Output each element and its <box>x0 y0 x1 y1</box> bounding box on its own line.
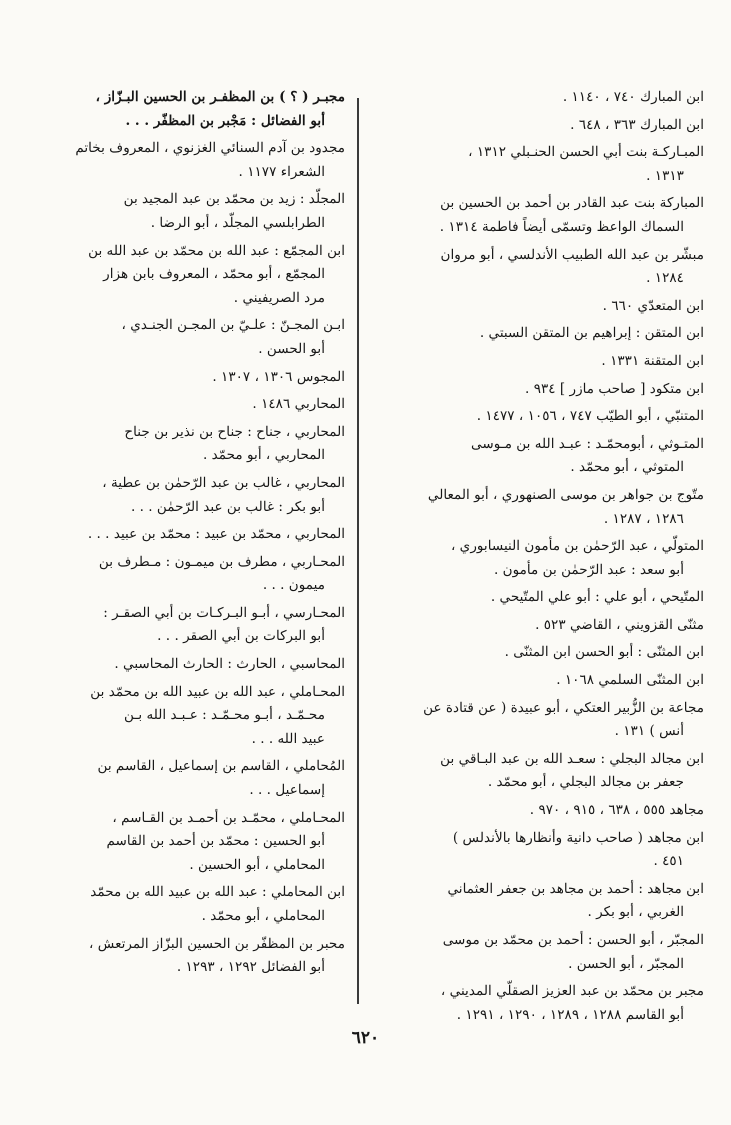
entry-heading-line: مجبر بن محمّد بن عبد العزيز الصقلّي المديني ، <box>440 983 704 1000</box>
index-entry <box>24 86 345 133</box>
entry-heading-line: المتـوثي ، أبومحمّـد : عبـد الله بن مـوسى <box>470 435 704 452</box>
entry-heading-line: ابن المحاملي : عبد الله بن عبيد الله بن محمّد <box>90 884 345 901</box>
entry-continuation-line: أبو الحسين : محمّد بن أحمد بن القاسم <box>106 833 325 850</box>
entry-heading-line: ابن المتقنة ١٣٣١ . <box>601 352 704 369</box>
entry-heading-line: ابن مجاهد : أحمد بن مجاهد بن جعفر العثماني <box>447 880 704 897</box>
entry-heading-line: المحاربي ١٤٨٦ . <box>252 396 345 413</box>
entry-heading-line: المحاربي ، جناح : جناح بن نذير بن جناح <box>124 423 345 440</box>
index-entry <box>24 807 345 878</box>
entry-continuation-line: أبو سعد : عبد الرّحمٰن بن مأمون . <box>493 561 684 578</box>
entry-continuation-line: ميمون . . . <box>262 577 325 594</box>
index-entry <box>376 192 704 239</box>
entry-continuation-line: ١٣١٣ . <box>646 167 684 184</box>
index-entry <box>24 314 345 361</box>
index-entry <box>24 933 345 980</box>
index-column-right <box>376 86 704 1031</box>
entry-heading-line: ابن المبارك ٧٤٠ ، ١١٤٠ . <box>562 89 704 105</box>
entry-heading-line: ابن مجالد البجلي : سعـد الله بن عبد البـاقي بن <box>440 750 704 767</box>
entry-heading-line: ابن المجمّع : عبد الله بن محمّد بن عبد الله بن <box>88 242 345 259</box>
entry-heading-line: المحـاملي ، عبد الله بن عبيد الله بن محمّد بن <box>90 683 345 700</box>
entry-continuation-line: محـمّـد ، أبـو محـمّـد : عـبـد الله بـن <box>124 707 325 724</box>
entry-heading-line: المجوس ١٣٠٦ ، ١٣٠٧ . <box>212 368 345 385</box>
index-entry <box>24 421 345 468</box>
index-entry <box>24 366 345 390</box>
index-entry <box>24 755 345 802</box>
index-entry <box>24 653 345 677</box>
index-entry <box>24 188 345 235</box>
index-entry <box>24 240 345 311</box>
entry-continuation-line: أبو الحسن . <box>258 340 325 357</box>
index-entry <box>376 980 704 1027</box>
entry-continuation-line: أبو القاسم ١٢٨٨ ، ١٢٨٩ ، ١٢٩٠ ، ١٢٩١ . <box>456 1006 684 1023</box>
index-entry <box>376 86 704 110</box>
entry-heading-line: المحـارسي ، أبـو البـركـات بن أبي الصقـر : <box>103 604 345 621</box>
index-entry <box>376 614 704 638</box>
entry-heading-line: المبـاركـة بنت أبي الحسن الحنـبلي ١٣١٢ ، <box>468 144 704 161</box>
entry-continuation-line: أبو الفضائل : مَجْبر بن المظفّر . . . <box>125 112 325 129</box>
entry-heading-line: مجاعة بن الزُّبير العتكي ، أبو عبيدة ( عن قتادة عن <box>423 699 704 716</box>
entry-continuation-line: ٤٥١ . <box>653 853 684 870</box>
entry-heading-line: مبشّر بن عبد الله الطبيب الأندلسي ، أبو مروان <box>440 246 704 263</box>
index-entry <box>376 433 704 480</box>
index-entry <box>376 141 704 188</box>
entry-continuation-line: ١٢٨٦ ، ١٢٨٧ . <box>603 510 684 527</box>
entry-heading-line: المباركة بنت عبد القادر بن أحمد بن الحسين بن <box>440 195 704 212</box>
index-column-left <box>24 86 345 984</box>
entry-heading-line: متّوج بن جواهر بن موسى الصنهوري ، أبو المعالي <box>427 486 704 503</box>
entry-heading-line: مجبـر ( ؟ ) بن المظفـر بن الحسين البـزّاز ، <box>95 89 345 105</box>
entry-heading-line: ابن المتقن : إبراهيم بن المتقن السبتي . <box>479 325 704 342</box>
entry-heading-line: المحاربي ، محمّد بن عبيد : محمّد بن عبيد . . . <box>87 526 345 543</box>
entry-continuation-line: أنس ) ١٣١ . <box>614 723 684 740</box>
index-entry <box>376 535 704 582</box>
entry-heading-line: ابن المثنّى : أبو الحسن ابن المثنّى . <box>504 644 704 661</box>
entry-continuation-line: أبو بكر : غالب بن عبد الرّحمٰن . . . <box>130 498 325 515</box>
entry-continuation-line: المحاملي ، أبو محمّد . <box>201 908 325 924</box>
index-entry <box>376 669 704 693</box>
entry-heading-line: المتّيحي ، أبو علي : أبو علي المتّيحي . <box>490 589 704 606</box>
entry-heading-line: محبر بن المظفّر بن الحسين البزّاز المرتعش ، <box>89 935 345 952</box>
index-entry <box>376 322 704 346</box>
entry-continuation-line: مرد الصريفيني . <box>233 289 325 306</box>
index-entry <box>376 350 704 374</box>
index-entry <box>376 827 704 874</box>
entry-heading-line: المحـاربي ، مطرف بن ميمـون : مـطرف بن <box>98 553 345 570</box>
index-entry <box>376 641 704 665</box>
entry-heading-line: مجدود بن آدم السنائي الغزنوي ، المعروف بخاتم <box>75 140 345 157</box>
entry-heading-line: مجاهد ٥٥٥ ، ٦٣٨ ، ٩١٥ ، ٩٧٠ . <box>529 802 704 819</box>
index-entry <box>376 878 704 925</box>
index-entry <box>24 681 345 752</box>
entry-continuation-line: المجمّع ، أبو محمّد ، المعروف بابن هزار <box>103 266 325 283</box>
index-entry <box>24 472 345 519</box>
index-entry <box>376 378 704 402</box>
entry-heading-line: مثنّى القزويني ، القاضي ٥٢٣ . <box>535 616 704 633</box>
entry-heading-line: ابن المبارك ٣٦٣ ، ٦٤٨ . <box>570 116 704 133</box>
index-entry <box>24 393 345 417</box>
index-entry <box>376 114 704 138</box>
entry-continuation-line: أبو الفضائل ١٢٩٢ ، ١٢٩٣ . <box>176 959 325 976</box>
index-entry <box>376 748 704 795</box>
entry-continuation-line: أبو البركات بن أبي الصقر . . . <box>157 628 325 645</box>
column-divider <box>357 98 359 1004</box>
index-entry <box>24 523 345 547</box>
entry-continuation-line: السماك الواعظ وتسمّى أيضاً فاطمة ١٣١٤ . <box>439 218 684 235</box>
entry-heading-line: ابن متكود [ صاحب مازر ] ٩٣٤ . <box>525 380 704 397</box>
index-entry <box>24 137 345 184</box>
index-entry <box>376 929 704 976</box>
entry-continuation-line: المجبّر ، أبو الحسن . <box>568 955 684 972</box>
index-entry <box>376 697 704 744</box>
entry-heading-line: المجلّد : زيد بن محمّد بن عبد المجيد بن <box>123 191 345 208</box>
entry-heading-line: المُحاملي ، القاسم بن إسماعيل ، القاسم بن <box>97 758 345 775</box>
index-entry <box>24 602 345 649</box>
index-entry <box>24 881 345 928</box>
entry-continuation-line: عبيد الله . . . <box>251 730 325 747</box>
index-entry <box>376 586 704 610</box>
entry-heading-line: المجبّر ، أبو الحسن : أحمد بن محمّد بن موسى <box>442 932 704 948</box>
entry-heading-line: ابن مجاهد ( صاحب دانية وأنظارها بالأندلس ) <box>452 829 704 846</box>
page-number: ٦٢٠ <box>351 1028 380 1048</box>
entry-heading-line: المحاربي ، غالب بن عبد الرّحمٰن بن عطية ، <box>102 474 345 491</box>
entry-continuation-line: الغربي ، أبو بكر . <box>587 904 684 921</box>
index-entry <box>376 405 704 429</box>
entry-continuation-line: المحاربي ، أبو محمّد . <box>203 447 325 464</box>
entry-continuation-line: المتوثي ، أبو محمّد . <box>570 459 684 476</box>
entry-heading-line: ابن المثنّى السلمي ١٠٦٨ . <box>556 672 704 689</box>
index-entry <box>24 551 345 598</box>
entry-continuation-line: جعفر بن مجالد البجلي ، أبو محمّد . <box>487 774 684 791</box>
entry-heading-line: المتنبّي ، أبو الطيّب ٧٤٧ ، ١٠٥٦ ، ١٤٧٧ . <box>476 408 704 425</box>
index-entry <box>376 244 704 291</box>
entry-continuation-line: الطرابلسي المجلّد ، أبو الرضا . <box>150 214 325 231</box>
entry-heading-line: ابن المتعدّي ٦٦٠ . <box>602 297 704 314</box>
entry-heading-line: المتولّي ، عبد الرّحمٰن بن مأمون النيسابوري ، <box>450 538 704 555</box>
entry-heading-line: المحـاملي ، محمّـد بن أحمـد بن القـاسم ، <box>112 809 345 826</box>
entry-heading-line: المحاسبي ، الحارث : الحارث المحاسبي . <box>114 656 345 673</box>
index-entry <box>376 799 704 823</box>
entry-continuation-line: الشعراء ١١٧٧ . <box>238 163 325 180</box>
index-entry <box>376 295 704 319</box>
entry-continuation-line: ١٢٨٤ . <box>646 270 684 287</box>
entry-continuation-line: إسماعيل . . . <box>249 782 325 799</box>
entry-heading-line: ابـن المجـنّ : علـيّ بن المجـن الجنـدي ، <box>121 317 345 334</box>
entry-continuation-line: المحاملي ، أبو الحسين . <box>189 856 325 873</box>
index-entry <box>376 484 704 531</box>
